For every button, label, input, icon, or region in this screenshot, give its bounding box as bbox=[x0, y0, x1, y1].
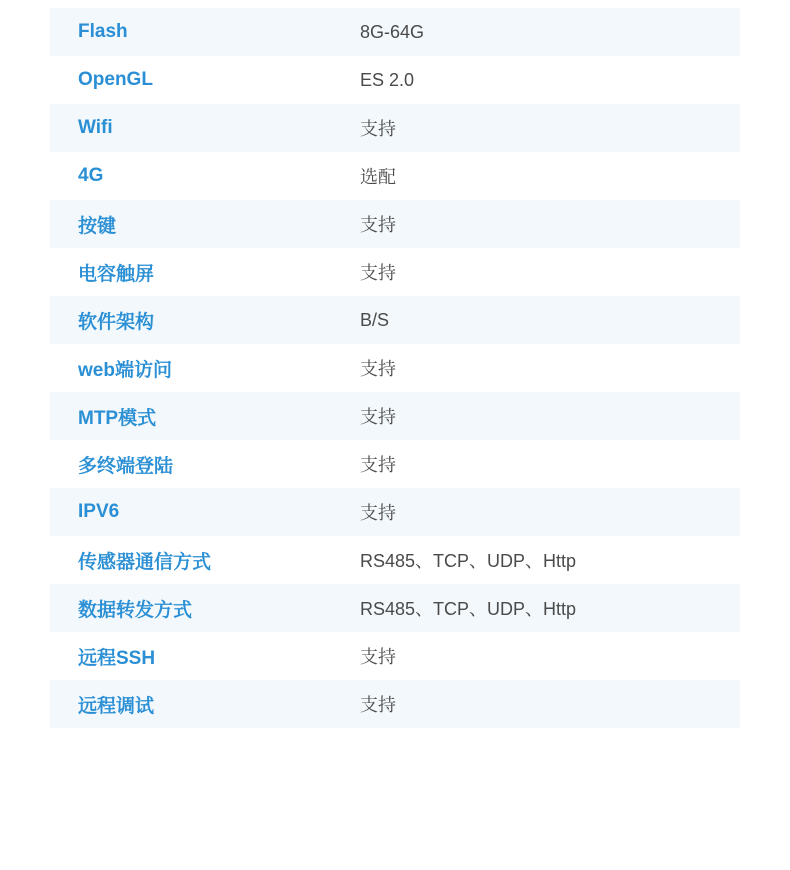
spec-value: 支持 bbox=[360, 119, 396, 139]
spec-label: web端访问 bbox=[78, 359, 172, 381]
spec-value: 支持 bbox=[360, 215, 396, 235]
spec-label: 按键 bbox=[78, 215, 117, 237]
spec-label: IPV6 bbox=[78, 501, 120, 522]
spec-label: 多终端登陆 bbox=[78, 455, 174, 477]
table-row bbox=[50, 440, 740, 488]
spec-label: Wifi bbox=[78, 117, 113, 138]
spec-value: 支持 bbox=[360, 503, 396, 523]
spec-value: 支持 bbox=[360, 455, 396, 475]
table-row bbox=[50, 56, 740, 104]
spec-value: 支持 bbox=[360, 263, 396, 283]
spec-value: RS485、TCP、UDP、Http bbox=[360, 599, 577, 619]
table-row bbox=[50, 152, 740, 200]
specifications-table bbox=[50, 8, 740, 728]
spec-label: 数据转发方式 bbox=[78, 599, 193, 621]
spec-label: 远程调试 bbox=[78, 695, 155, 717]
table-row bbox=[50, 104, 740, 152]
spec-value: B/S bbox=[360, 309, 390, 330]
table-row bbox=[50, 248, 740, 296]
spec-value: 8G-64G bbox=[360, 21, 425, 42]
table-row bbox=[50, 680, 740, 728]
table-row bbox=[50, 344, 740, 392]
table-row bbox=[50, 536, 740, 584]
spec-value: 支持 bbox=[360, 407, 396, 427]
spec-label: 4G bbox=[78, 165, 104, 186]
spec-label: Flash bbox=[78, 21, 128, 42]
spec-value: 支持 bbox=[360, 359, 396, 379]
spec-label: MTP模式 bbox=[78, 407, 157, 429]
spec-label: OpenGL bbox=[78, 69, 153, 90]
spec-label: 电容触屏 bbox=[78, 263, 155, 285]
specifications-table-body bbox=[50, 8, 740, 728]
table-row bbox=[50, 8, 740, 56]
spec-label: 软件架构 bbox=[78, 311, 155, 333]
spec-value: ES 2.0 bbox=[360, 69, 415, 90]
spec-label: 远程SSH bbox=[78, 647, 156, 669]
table-row bbox=[50, 584, 740, 632]
table-row bbox=[50, 632, 740, 680]
spec-value: 选配 bbox=[360, 167, 396, 187]
spec-value: RS485、TCP、UDP、Http bbox=[360, 551, 577, 571]
table-row bbox=[50, 392, 740, 440]
table-row bbox=[50, 488, 740, 536]
spec-value: 支持 bbox=[360, 647, 396, 667]
spec-label: 传感器通信方式 bbox=[78, 551, 212, 573]
spec-value: 支持 bbox=[360, 695, 396, 715]
table-row bbox=[50, 296, 740, 344]
table-row bbox=[50, 200, 740, 248]
